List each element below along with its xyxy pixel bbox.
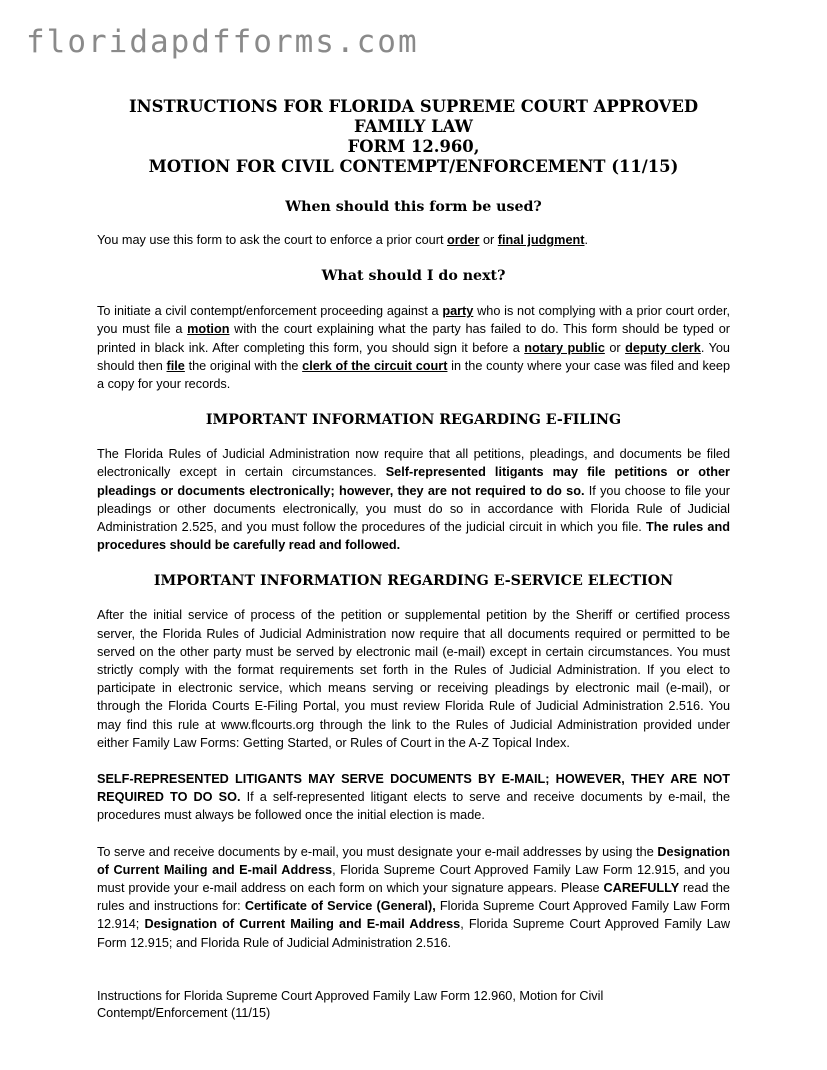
paragraph-efiling: The Florida Rules of Judicial Administration now require that all petitions, pleadings, and documents be filed electronically except in certain circumstances. Self-represented litigants may file petitions or other pleadings or documents electronically; however, they are not required to do so. If you choose to file your pleadings or other documents electronically, you must do so in accordance with Florida Rule of Judicial Administration 2.525, and you must follow the procedures of the judicial circuit in which you file. The rules and procedures should be carefully read and followed. [97,447,730,553]
footer-line-2: Contempt/Enforcement (11/15) [97,1006,271,1020]
term-notary-public[interactable]: notary public [524,340,605,355]
site-watermark: floridapdfforms.com [26,24,419,60]
document-page [97,97,730,952]
paragraph-when: You may use this form to ask the court to enforce a prior court order or final judgment. [97,233,589,247]
term-clerk[interactable]: clerk of the circuit court [302,358,448,373]
paragraph-next: To initiate a civil contempt/enforcement proceeding against a party who is not complying with a prior court order, you must file a motion with the court explaining what the party has failed to do. This form should be typed or printed in black ink. After completing this form, you should sign it before a notary public or deputy clerk. You should then file the original with the clerk of the circuit court in the county where your case was filed and keep a copy for your records. [97,304,731,392]
title-line-2: FORM 12.960, [347,137,480,156]
page-footer [97,988,697,1022]
paragraph-eservice-2: SELF-REPRESENTED LITIGANTS MAY SERVE DOCUMENTS BY E-MAIL; HOWEVER, THEY ARE NOT REQUIRED TO DO SO. If a self-represented litigant elects to serve and receive documents by e-mail, the procedures must always be followed once the initial election is made. [97,772,730,823]
term-deputy-clerk[interactable]: deputy clerk [625,340,701,355]
document-title [97,97,730,177]
paragraph-eservice-1: After the initial service of process of the petition or supplemental petition by the Sheriff or certified process server, the Florida Rules of Judicial Administration now require that all documents required or permitted to be served on the other party must be served by electronic mail (e-mail) except in certain circumstances. You must strictly comply with the format requirements set forth in the Rules of Judicial Administration. If you elect to participate in electronic service, which means serving or receiving pleadings by electronic mail (e-mail), or through the Florida Courts E-Filing Portal, you must review Florida Rule of Judicial Administration 2.516. You may find this rule at www.flcourts.org through the link to the Rules of Judicial Administration provided under either Family Law Forms: Getting Started, or Rules of Court in the A-Z Topical Index. [97,608,730,750]
term-motion[interactable]: motion [187,322,230,337]
heading-efiling: IMPORTANT INFORMATION REGARDING E-FILING [205,412,622,429]
term-final-judgment[interactable]: final judgment [497,233,585,247]
heading-when: When should this form be used? [285,199,542,215]
paragraph-eservice-3: To serve and receive documents by e-mail, you must designate your e-mail addresses by using the Designation of Current Mailing and E-mail Address, Florida Supreme Court Approved Family Law Form 12.915, and you must provide your e-mail address on each form on which your signature appears. Please CAREFULLY read the rules and instructions for: Certificate of Service (General), Florida Supreme Court Approved Family Law Form 12.914; Designation of Current Mailing and E-mail Address, Florida Supreme Court Approved Family Law Form 12.915; and Florida Rule of Judicial Administration 2.516. [97,844,730,950]
title-line-1: INSTRUCTIONS FOR FLORIDA SUPREME COURT APPROVED FAMILY LAW [128,97,699,136]
title-line-3: MOTION FOR CIVIL CONTEMPT/ENFORCEMENT (11/15) [148,157,679,176]
heading-next: What should I do next? [321,268,506,285]
term-party[interactable]: party [442,304,474,319]
footer-line-1: Instructions for Florida Supreme Court Approved Family Law Form 12.960, Motion for Civil [97,989,604,1003]
heading-eservice: IMPORTANT INFORMATION REGARDING E-SERVICE ELECTION [153,573,674,590]
term-order[interactable]: order [447,233,480,247]
term-file[interactable]: file [166,358,185,373]
